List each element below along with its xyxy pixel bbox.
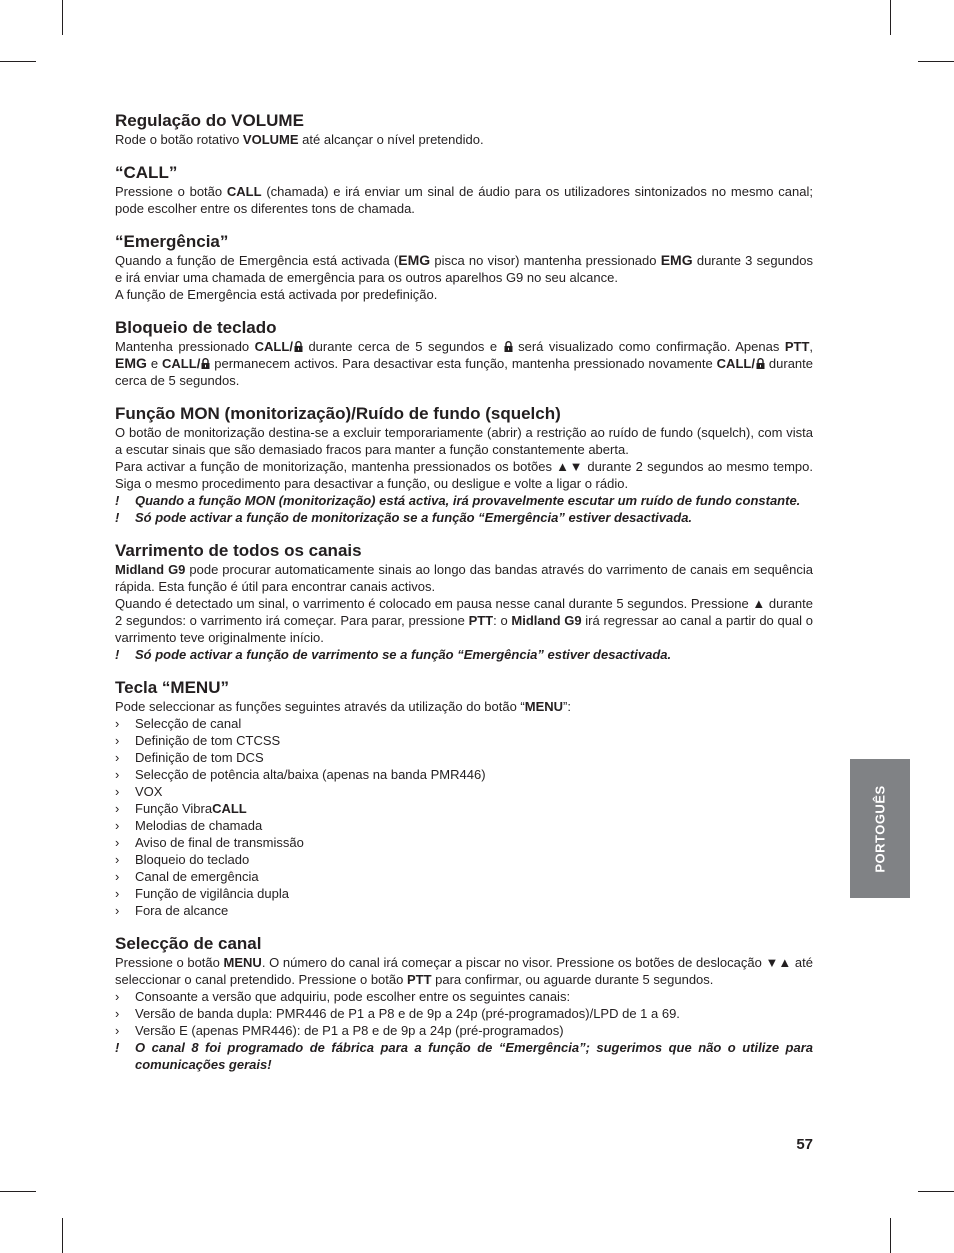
- note-text: Quando a função MON (monitorização) está activa, irá provavelmente escutar um ruído de fundo constante.: [135, 493, 801, 508]
- crop-mark: [62, 1218, 63, 1253]
- text: (chamada) e irá enviar um sinal de áudio para os utilizadores sintonizados no mesmo canal; pode escolher entre os diferentes tons de chamada.: [115, 184, 813, 216]
- text: ”:: [563, 699, 571, 714]
- lock-icon: [294, 341, 303, 352]
- bold-term: CALL/: [716, 356, 755, 371]
- text: Rode o botão rotativo: [115, 132, 243, 147]
- bullet: ›: [115, 767, 120, 782]
- note-text: Só pode activar a função de varrimento se a função “Emergência” estiver desactivada.: [135, 647, 672, 662]
- section-title: “Emergência”: [115, 232, 229, 251]
- bullet: ›: [115, 852, 120, 867]
- bullet: ›: [115, 1006, 120, 1021]
- bullet: ›: [115, 903, 120, 918]
- crop-mark: [890, 1218, 891, 1253]
- section-volume: [115, 111, 813, 148]
- warning-note: [115, 492, 813, 509]
- text: ,: [809, 339, 814, 354]
- item-text: Aviso de final de transmissão: [135, 835, 304, 850]
- section-call: [115, 163, 813, 217]
- bullet: ›: [115, 733, 120, 748]
- section-title: “CALL”: [115, 163, 178, 182]
- text: durante cerca de 5 segundos e: [302, 339, 503, 354]
- bold-term: PTT: [784, 339, 810, 354]
- bold-term: VOLUME: [242, 132, 299, 147]
- emg-symbol: EMG: [115, 355, 147, 371]
- item-text: Definição de tom DCS: [135, 750, 264, 765]
- paragraph: A função de Emergência está activada por predefinição.: [115, 287, 438, 302]
- crop-mark: [918, 1191, 954, 1192]
- bold-term: MENU: [223, 955, 262, 970]
- text: : o: [493, 613, 512, 628]
- section-title: Tecla “MENU”: [115, 678, 229, 697]
- section-menu: [115, 678, 813, 919]
- item-text: Canal de emergência: [135, 869, 259, 884]
- text: permanecem activos. Para desactivar esta função, mantenha pressionado novamente: [210, 356, 717, 371]
- paragraph: [115, 595, 813, 646]
- lock-icon: [504, 341, 513, 352]
- warning-note: [115, 1039, 813, 1073]
- section-channel: [115, 934, 813, 1073]
- section-title: Varrimento de todos os canais: [115, 541, 362, 560]
- warning-mark: !: [115, 510, 120, 525]
- note-text: Só pode activar a função de monitorização se a função “Emergência” estiver desactivada.: [135, 510, 693, 525]
- bullet: ›: [115, 784, 120, 799]
- lock-icon: [756, 358, 765, 369]
- list-item: [115, 1005, 813, 1022]
- paragraph: [115, 338, 813, 389]
- text: Pode seleccionar as funções seguintes através da utilização do botão “: [115, 699, 525, 714]
- paragraph: [115, 183, 813, 217]
- bold-term: CALL: [212, 801, 247, 816]
- section-title: Bloqueio de teclado: [115, 318, 277, 337]
- text: Pressione o botão: [115, 184, 227, 199]
- section-title: Selecção de canal: [115, 934, 262, 953]
- section-scan: [115, 541, 813, 663]
- bold-term: MENU: [524, 699, 564, 714]
- bold-term: Midland G9: [511, 613, 582, 628]
- list-item: [115, 783, 813, 800]
- item-text: VOX: [135, 784, 163, 799]
- warning-mark: !: [115, 493, 120, 508]
- channel-version-list: [115, 988, 813, 1039]
- bold-term: PTT: [468, 613, 494, 628]
- item-text: Consoante a versão que adquiriu, pode escolher entre os seguintes canais:: [135, 989, 571, 1004]
- section-title: Função MON (monitorização)/Ruído de fundo (squelch): [115, 404, 561, 423]
- text: Função Vibra: [135, 801, 213, 816]
- language-side-tab: [850, 759, 910, 898]
- list-item: [115, 715, 813, 732]
- bullet: ›: [115, 818, 120, 833]
- paragraph: [115, 561, 813, 595]
- text: Quando é detectado um sinal, o varrimento é colocado em pausa nesse canal durante 5 segundos. Pressione ▲ durante 2 segundos: o varrimento irá começar. Para parar, pressione: [115, 596, 813, 628]
- list-item: [115, 732, 813, 749]
- section-title: Regulação do VOLUME: [115, 111, 304, 130]
- text: para confirmar, ou aguarde durante 5 segundos.: [431, 972, 714, 987]
- note-text: O canal 8 foi programado de fábrica para a função de “Emergência”; sugerimos que não o utilize para comunicações gerais!: [135, 1040, 813, 1072]
- warning-mark: !: [115, 1040, 120, 1055]
- list-item: [115, 817, 813, 834]
- paragraph: [115, 131, 813, 148]
- list-item: [115, 902, 813, 919]
- paragraph: [115, 252, 813, 286]
- crop-mark: [890, 0, 891, 35]
- item-text: Definição de tom CTCSS: [135, 733, 281, 748]
- bullet: ›: [115, 1023, 120, 1038]
- list-item: [115, 868, 813, 885]
- text: durante cerca de 5 segundos.: [115, 356, 813, 388]
- item-text: Selecção de potência alta/baixa (apenas na banda PMR446): [135, 767, 486, 782]
- bullet: ›: [115, 835, 120, 850]
- bullet: ›: [115, 750, 120, 765]
- lock-icon: [201, 358, 210, 369]
- page-number: 57: [796, 1136, 813, 1153]
- section-mon: [115, 404, 813, 526]
- item-text: Função de vigilância dupla: [135, 886, 289, 901]
- list-item: [115, 766, 813, 783]
- emg-symbol: EMG: [660, 252, 693, 268]
- section-emergency: [115, 232, 813, 303]
- list-item: [115, 834, 813, 851]
- list-item: [115, 988, 813, 1005]
- paragraph: O botão de monitorização destina-se a excluir temporariamente (abrir) a restrição ao ruído de fundo (squelch), com vista a escutar sinais que são demasiado fracos para manter a função constantemente aberta.: [115, 425, 813, 457]
- paragraph: [115, 954, 813, 988]
- item-text: Bloqueio do teclado: [135, 852, 250, 867]
- text: Quando a função de Emergência está activada (: [115, 253, 399, 268]
- language-label: PORTOGUÊS: [872, 784, 888, 873]
- text: Mantenha pressionado: [115, 339, 255, 354]
- bullet: ›: [115, 801, 120, 816]
- list-item: [115, 885, 813, 902]
- emg-symbol: EMG: [398, 252, 431, 268]
- list-item: [115, 851, 813, 868]
- bold-term: CALL: [226, 184, 262, 199]
- text: pode procurar automaticamente sinais ao longo das bandas através do varrimento de canais em sequência rápida. Esta função é útil para encontrar canais activos.: [115, 562, 813, 594]
- bullet: ›: [115, 989, 120, 1004]
- text: será visualizado como confirmação. Apenas: [512, 339, 785, 354]
- crop-mark: [918, 61, 954, 62]
- menu-function-list: [115, 715, 813, 919]
- bold-term: PTT: [406, 972, 432, 987]
- list-item: [115, 749, 813, 766]
- text: Pressione o botão: [115, 955, 224, 970]
- crop-mark: [62, 0, 63, 35]
- text: pisca no visor) mantenha pressionado: [430, 253, 661, 268]
- paragraph: [115, 698, 813, 715]
- warning-note: [115, 509, 813, 526]
- warning-mark: !: [115, 647, 120, 662]
- item-text: Fora de alcance: [135, 903, 229, 918]
- text: durante 3 segundos e irá enviar uma chamada de emergência para os outros aparelhos G9 no seu alcance.: [115, 253, 813, 285]
- text: e: [146, 356, 163, 371]
- text: . O número do canal irá começar a piscar no visor. Pressione os botões de deslocação ▼▲ até seleccionar o canal pretendido. Pressione o botão: [115, 955, 813, 987]
- item-text: [135, 800, 813, 817]
- paragraph: Para activar a função de monitorização, mantenha pressionados os botões ▲▼ durante 2 segundos ao mesmo tempo. Siga o mesmo procedimento para desactivar a função, ou desligue e volte a ligar o rádio.: [115, 459, 813, 491]
- warning-note: [115, 646, 813, 663]
- text: até alcançar o nível pretendido.: [298, 132, 484, 147]
- crop-mark: [0, 1191, 36, 1192]
- text: irá regressar ao canal a partir do qual o varrimento teve originalmente início.: [115, 613, 814, 645]
- bold-term: CALL/: [254, 339, 293, 354]
- item-text: Versão de banda dupla: PMR446 de P1 a P8 e de 9p a 24p (pré-programados)/LPD de 1 a 69.: [135, 1006, 680, 1021]
- item-text: Selecção de canal: [135, 716, 242, 731]
- crop-mark: [0, 61, 36, 62]
- section-keylock: [115, 318, 813, 389]
- bold-term: Midland G9: [115, 562, 186, 577]
- bullet: ›: [115, 869, 120, 884]
- item-text: Melodias de chamada: [135, 818, 263, 833]
- bullet: ›: [115, 716, 120, 731]
- list-item: [115, 1022, 813, 1039]
- list-item: [115, 800, 813, 817]
- page-content: [115, 111, 813, 1088]
- bold-term: CALL/: [162, 356, 201, 371]
- item-text: Versão E (apenas PMR446): de P1 a P8 e de 9p a 24p (pré-programados): [135, 1023, 564, 1038]
- bullet: ›: [115, 886, 120, 901]
